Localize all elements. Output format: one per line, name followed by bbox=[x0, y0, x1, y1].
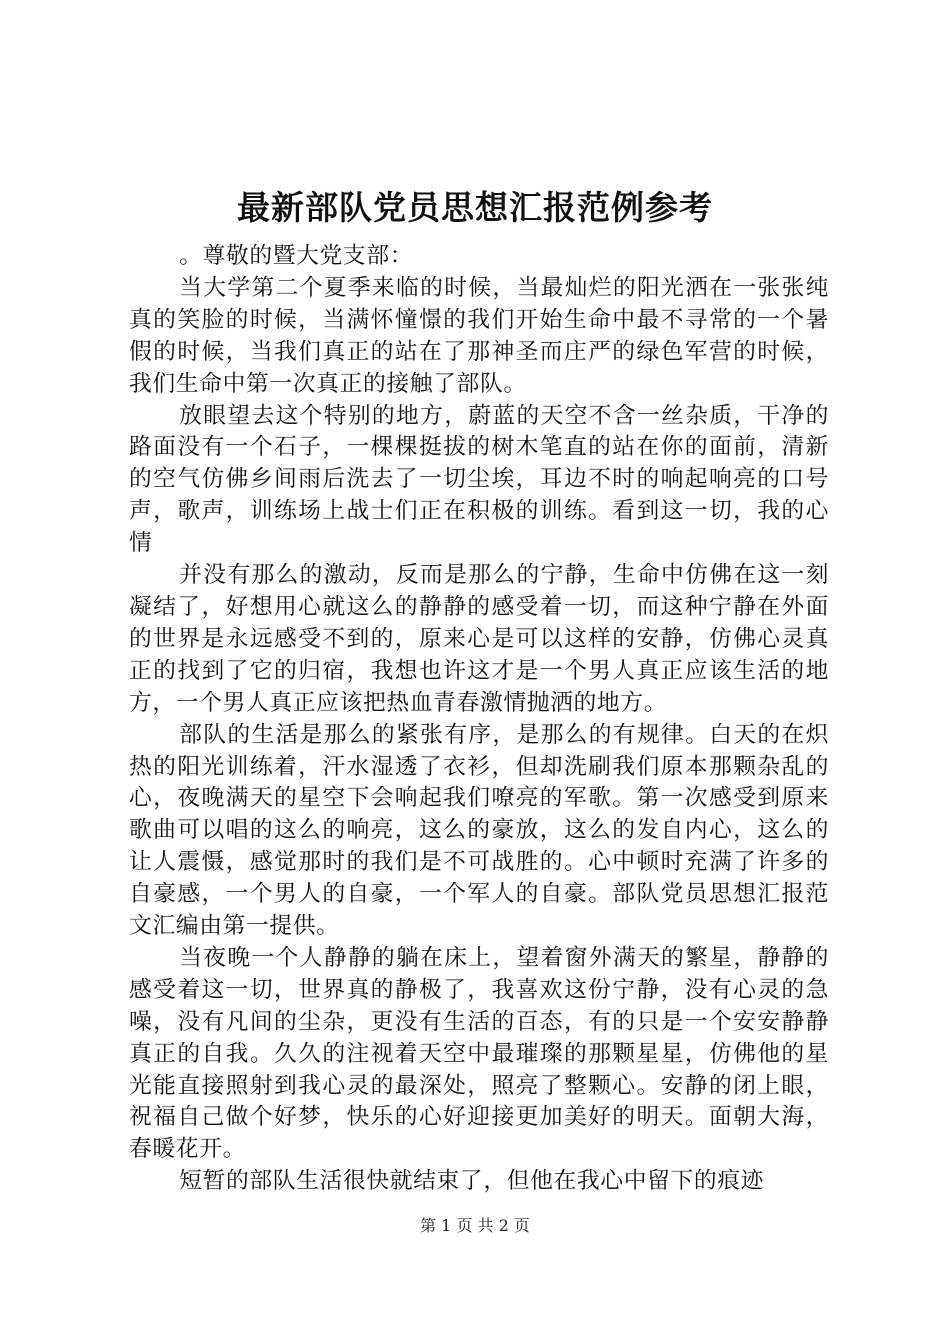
paragraph-3: 并没有那么的激动，反而是那么的宁静，生命中仿佛在这一刻凝结了，好想用心就这么的静静的感受着一切，而这种宁静在外面的世界是永远感受不到的，原来心是可以这样的安静，仿佛心灵真正的找到了它的归宿，我想也许这才是一个男人真正应该生活的地方，一个男人真正应该把热血青春激情抛洒的地方。 bbox=[129, 562, 829, 716]
paragraph-2: 放眼望去这个特别的地方，蔚蓝的天空不含一丝杂质，干净的路面没有一个石子，一棵棵挺拔的树木笔直的站在你的面前，清新的空气仿佛乡间雨后洗去了一切尘埃，耳边不时的响起响亮的口号声，歌声，训练场上战士们正在积极的训练。看到这一切，我的心情 bbox=[129, 402, 829, 557]
document-title: 最新部队党员思想汇报范例参考 bbox=[237, 188, 713, 227]
page-footer: 第 1 页 共 2 页 bbox=[420, 1216, 530, 1235]
paragraph-6: 短暂的部队生活很快就结束了，但他在我心中留下的痕迹 bbox=[179, 1168, 765, 1195]
paragraph-5: 当夜晚一个人静静的躺在床上，望着窗外满天的繁星，静静的感受着这一切，世界真的静极了，我喜欢这份宁静，没有心灵的急噪，没有凡间的尘杂，更没有生活的百态，有的只是一个安安静静真正的自我。久久的注视着天空中最璀璨的那颗星星，仿佛他的星光能直接照射到我心灵的最深处，照亮了整颗心。安静的闭上眼，祝福自己做个好梦，快乐的心好迎接更加美好的明天。面朝大海，春暖花开。 bbox=[129, 944, 829, 1163]
salutation: 。尊敬的暨大党支部： bbox=[179, 243, 414, 269]
document-body bbox=[129, 241, 829, 1198]
paragraph-4: 部队的生活是那么的紧张有序，是那么的有规律。白天的在炽热的阳光训练着，汗水湿透了衣衫，但却洗刷我们原本那颗杂乱的心，夜晚满天的星空下会响起我们嘹亮的军歌。第一次感受到原来歌曲可以唱的这么的响亮，这么的豪放，这么的发自内心，这么的让人震慑，感觉那时的我们是不可战胜的。心中顿时充满了许多的自豪感，一个男人的自豪，一个军人的自豪。部队党员思想汇报范文汇编由第一提供。 bbox=[129, 721, 829, 940]
paragraph-1: 当大学第二个夏季来临的时候，当最灿烂的阳光洒在一张张纯真的笑脸的时候，当满怀憧憬的我们开始生命中最不寻常的一个暑假的时候，当我们真正的站在了那神圣而庄严的绿色军营的时候，我们生命中第一次真正的接触了部队。 bbox=[129, 274, 829, 397]
